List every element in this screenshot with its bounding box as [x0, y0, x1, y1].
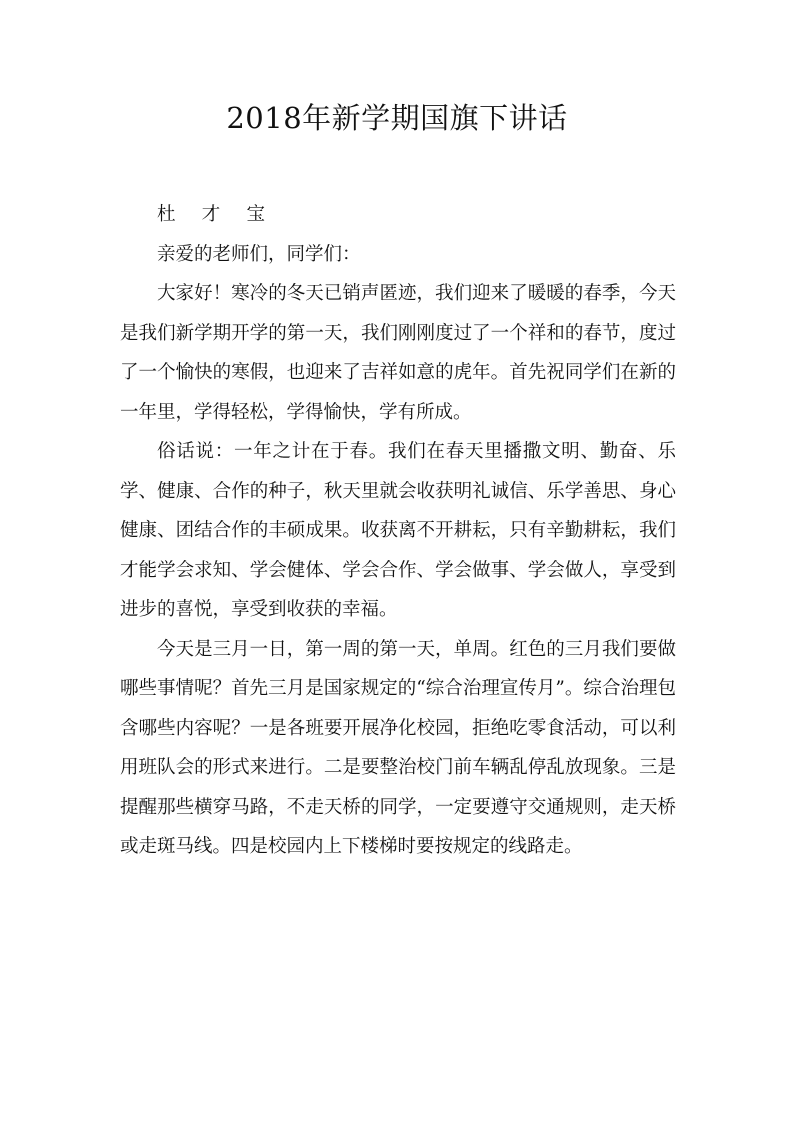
greeting: 亲爱的老师们，同学们：	[157, 243, 361, 265]
paragraph-march-tasks: 今天是三月一日，第一周的第一天，单周。红色的三月我们要做哪些事情呢？首先三月是国家规定的“综合治理宣传月”。综合治理包含哪些内容呢？一是各班要开展净化校园，拒绝吃零食活动，可以利用班队会的形式来进行。二是要整治校门前车辆乱停乱放现象。三是提醒那些横穿马路，不走天桥的同学，一定要遵守交通规则，走天桥或走斑马线。四是校园内上下楼梯时要按规定的线路走。	[120, 638, 676, 857]
page-title: 2018年新学期国旗下讲话	[226, 101, 568, 135]
speech-body	[120, 195, 676, 867]
paragraph-spring-proverb: 俗话说：一年之计在于春。我们在春天里播撒文明、勤奋、乐学、健康、合作的种子，秋天里就会收获明礼诚信、乐学善思、身心健康、团结合作的丰硕成果。收获离不开耕耘，只有辛勤耕耘，我们才能学会求知、学会健体、学会合作、学会做事、学会做人，享受到进步的喜悦，享受到收获的幸福。	[120, 441, 676, 620]
paragraph-opening: 大家好！寒冷的冬天已销声匿迹，我们迎来了暖暖的春季，今天是我们新学期开学的第一天，我们刚刚度过了一个祥和的春节，度过了一个愉快的寒假，也迎来了吉祥如意的虎年。首先祝同学们在新的一年里，学得轻松，学得愉快，学有所成。	[120, 283, 676, 423]
author-name: 杜 才 宝	[157, 204, 276, 225]
